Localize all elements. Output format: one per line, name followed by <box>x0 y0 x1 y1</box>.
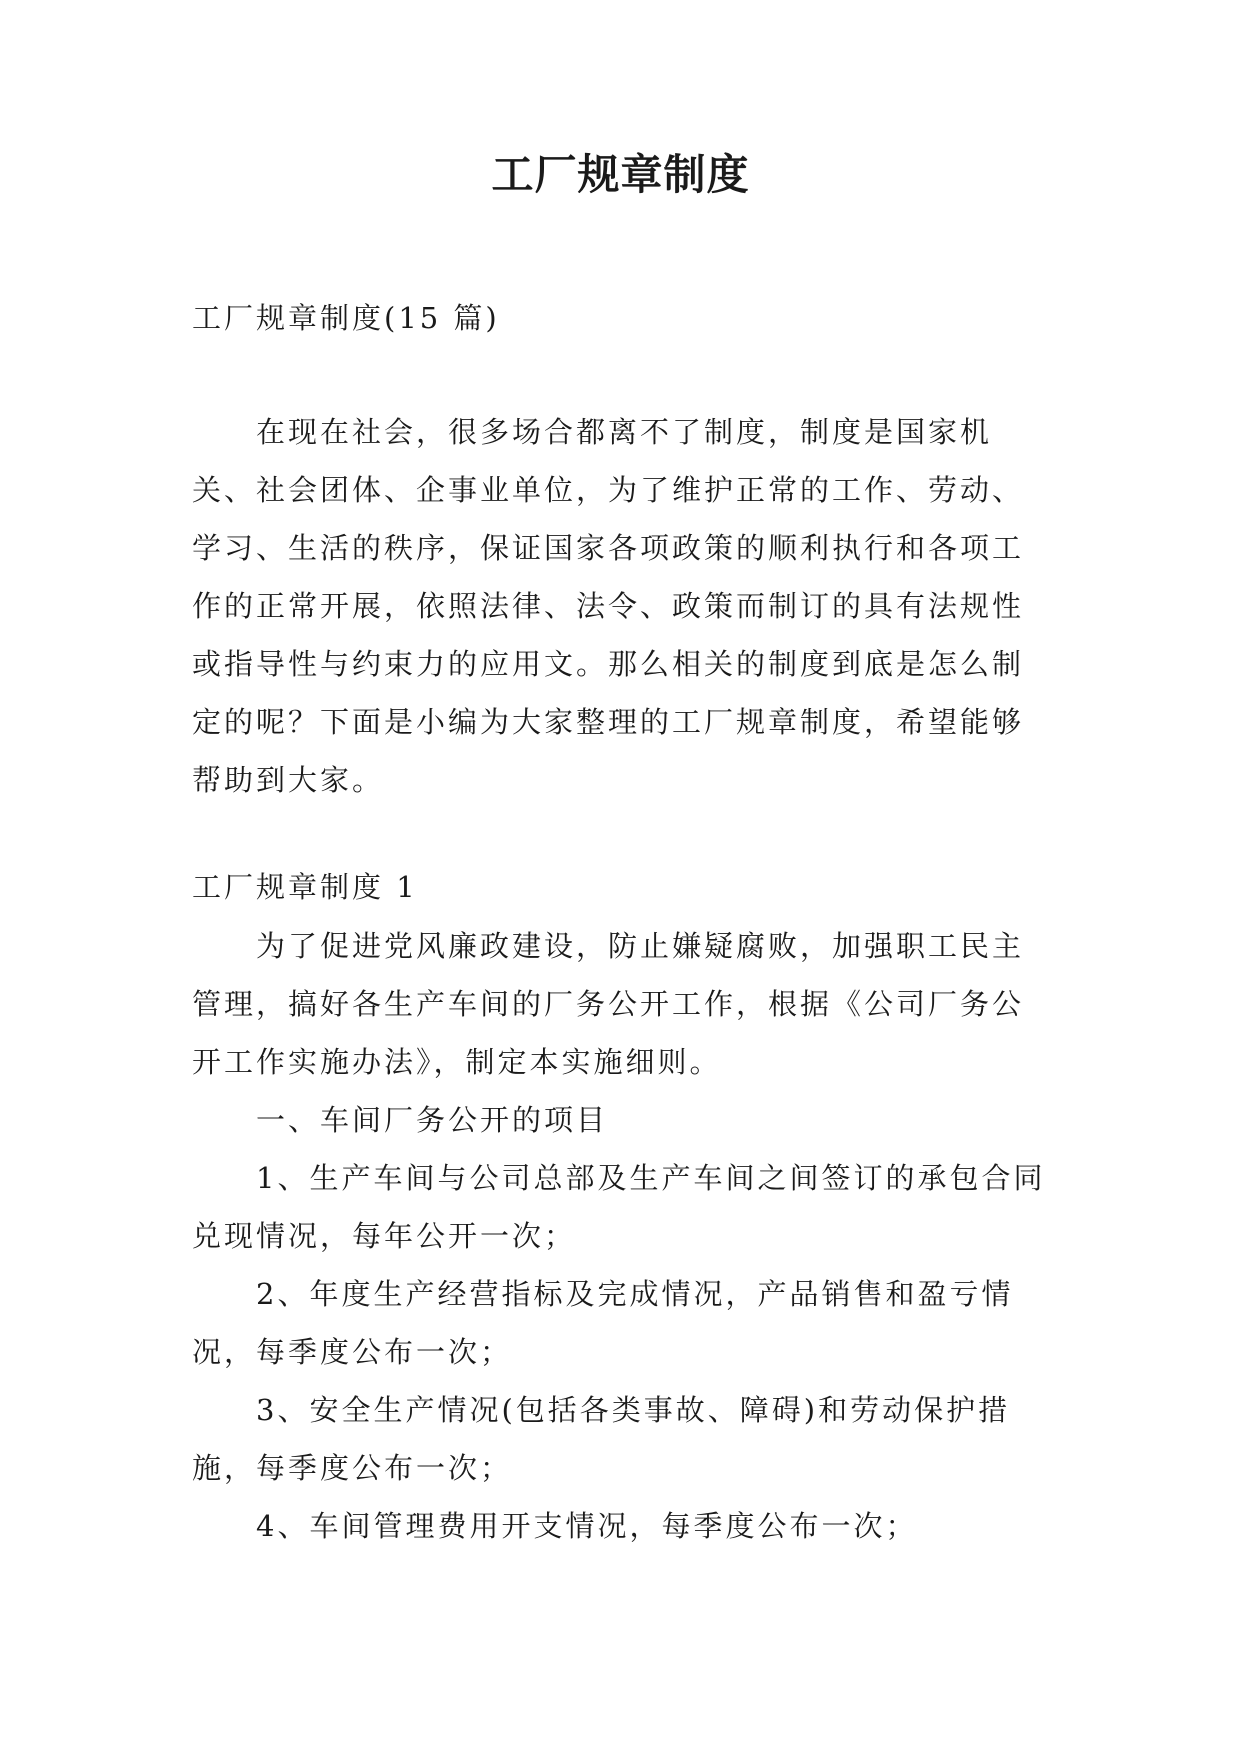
section-body <box>192 917 1052 1555</box>
document-subtitle: 工厂规章制度(15 篇) <box>192 301 500 335</box>
section-heading: 工厂规章制度 1 <box>192 870 418 904</box>
body-paragraph: 4、车间管理费用开支情况，每季度公布一次； <box>256 1509 918 1543</box>
body-paragraph: 1、生产车间与公司总部及生产车间之间签订的承包合同兑现情况，每年公开一次； <box>192 1161 1046 1253</box>
body-paragraph: 2、年度生产经营指标及完成情况，产品销售和盈亏情况，每季度公布一次； <box>192 1277 1014 1369</box>
document-title: 工厂规章制度 <box>491 150 750 199</box>
intro-paragraph: 在现在社会，很多场合都离不了制度，制度是国家机关、社会团体、企事业单位，为了维护正常的工作、劳动、学习、生活的秩序，保证国家各项政策的顺利执行和各项工作的正常开展，依照法律、法令、政策而制订的具有法规性或指导性与约束力的应用文。那么相关的制度到底是怎么制定的呢？下面是小编为大家整理的工厂规章制度，希望能够帮助到大家。 <box>192 415 1025 797</box>
body-paragraph: 一、车间厂务公开的项目 <box>256 1103 609 1137</box>
body-paragraph: 3、安全生产情况(包括各类事故、障碍)和劳动保护措施，每季度公布一次； <box>192 1393 1011 1485</box>
body-paragraph: 为了促进党风廉政建设，防止嫌疑腐败，加强职工民主管理，搞好各生产车间的厂务公开工作，根据《公司厂务公开工作实施办法》，制定本实施细则。 <box>192 929 1025 1079</box>
